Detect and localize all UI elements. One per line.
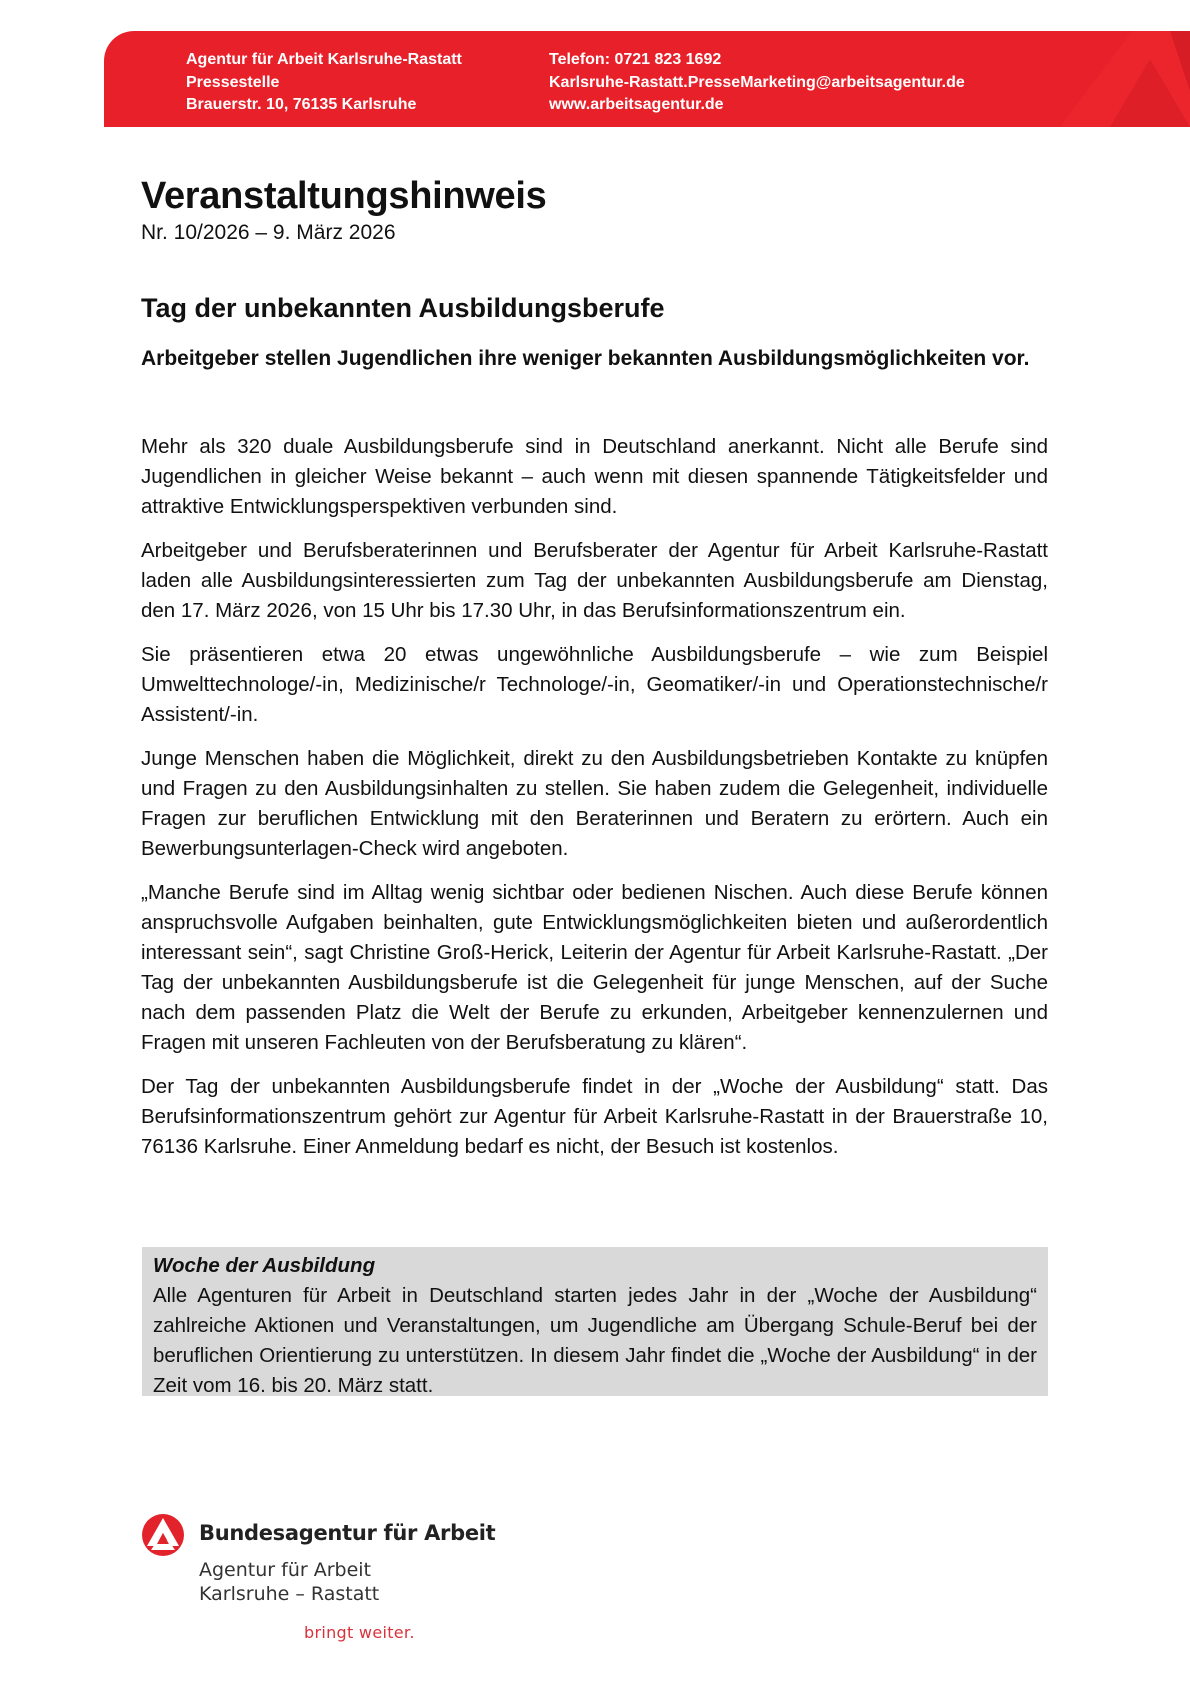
logo-region-line: Karlsruhe – Rastatt [199, 1583, 380, 1605]
info-box-title: Woche der Ausbildung [153, 1254, 376, 1277]
paragraph: Der Tag der unbekannten Ausbildungsberufe findet in der „Woche der Ausbildung“ statt. Das Berufsinformationszentrum gehört zur Agentur für Arbeit Karlsruhe-Rastatt in der Brauerstraße 10, 76136 Karlsruhe. Einer Anmeldung bedarf es nicht, der Besuch ist kostenlos. [141, 1075, 1048, 1158]
header-sender [186, 49, 462, 117]
header-department: Pressestelle [186, 73, 280, 91]
logo-org-name: Bundesagentur für Arbeit [199, 1521, 496, 1545]
header-phone: Telefon: 0721 823 1692 [549, 51, 722, 68]
header-email-link[interactable]: Karlsruhe-Rastatt.PresseMarketing@arbeitsagentur.de [549, 73, 965, 91]
header-band [104, 31, 1190, 127]
logo-agency-line: Agentur für Arbeit [199, 1559, 372, 1581]
footer-logo [141, 1513, 496, 1643]
body-text [141, 432, 1048, 1176]
document-type-title: Veranstaltungshinweis [141, 175, 547, 217]
document-number-date: Nr. 10/2026 – 9. März 2026 [141, 221, 396, 244]
paragraph: „Manche Berufe sind im Alltag wenig sichtbar oder bedienen Nischen. Auch diese Berufe können anspruchsvolle Aufgaben beinhalten, gute Entwicklungsmöglichkeiten bieten und außerordentlich interessant sein“, sagt Christine Groß-Herick, Leiterin der Agentur für Arbeit Karlsruhe-Rastatt. „Der Tag der unbekannten Ausbildungsberufe ist die Gelegenheit für junge Menschen, auf der Suche nach dem passenden Platz die Welt der Berufe zu erkunden, Arbeitgeber kennenzulernen und Fragen mit unseren Fachleuten von der Berufsberatung zu klären“. [141, 881, 1048, 1054]
paragraph: Sie präsentieren etwa 20 etwas ungewöhnliche Ausbildungsberufe – wie zum Beispiel Umwelttechnologe/-in, Medizinische/r Technologe/-in, Geomatiker/-in und Operationstechnische/r Assistent/-in. [141, 643, 1048, 726]
paragraph: Mehr als 320 duale Ausbildungsberufe sind in Deutschland anerkannt. Nicht alle Berufe sind Jugendlichen in gleicher Weise bekannt – auch wenn mit diesen spannende Tätigkeitsfelder und attraktive Entwicklungsperspektiven verbunden sind. [141, 435, 1048, 518]
headline: Tag der unbekannten Ausbildungsberufe [141, 293, 665, 323]
header-website-link[interactable]: www.arbeitsagentur.de [549, 96, 724, 113]
paragraph: Junge Menschen haben die Möglichkeit, direkt zu den Ausbildungsbetrieben Kontakte zu knüpfen und Fragen zu den Ausbildungsinhalten zu stellen. Sie haben zudem die Gelegenheit, individuelle Fragen zur beruflichen Entwicklung mit den Beraterinnen und Beratern zu erörtern. Auch ein Bewerbungsunterlagen-Check wird angeboten. [141, 747, 1048, 860]
info-box-text: Alle Agenturen für Arbeit in Deutschland starten jedes Jahr in der „Woche der Ausbildung“ zahlreiche Aktionen und Veranstaltungen, um Jugendliche am Übergang Schule-Beruf bei der beruflichen Orientierung zu unterstützen. In diesem Jahr findet die „Woche der Ausbildung“ in der Zeit vom 16. bis 20. März statt. [153, 1284, 1037, 1397]
ba-triangle-icon [1000, 31, 1190, 127]
header-agency: Agentur für Arbeit Karlsruhe-Rastatt [186, 51, 462, 68]
subheadline: Arbeitgeber stellen Jugendlichen ihre weniger bekannten Ausbildungsmöglichkeiten vor. [141, 347, 1030, 370]
paragraph: Arbeitgeber und Berufsberaterinnen und Berufsberater der Agentur für Arbeit Karlsruhe-Rastatt laden alle Ausbildungsinteressierten zum Tag der unbekannten Ausbildungsberufe am Dienstag, den 17. März 2026, von 15 Uhr bis 17.30 Uhr, in das Berufsinformationszentrum ein. [141, 539, 1048, 622]
header-address: Brauerstr. 10, 76135 Karlsruhe [186, 96, 417, 113]
logo-claim: bringt weiter. [304, 1623, 415, 1642]
ba-logo-icon [141, 1513, 185, 1557]
info-box [142, 1247, 1048, 1396]
header-contact [549, 49, 965, 117]
